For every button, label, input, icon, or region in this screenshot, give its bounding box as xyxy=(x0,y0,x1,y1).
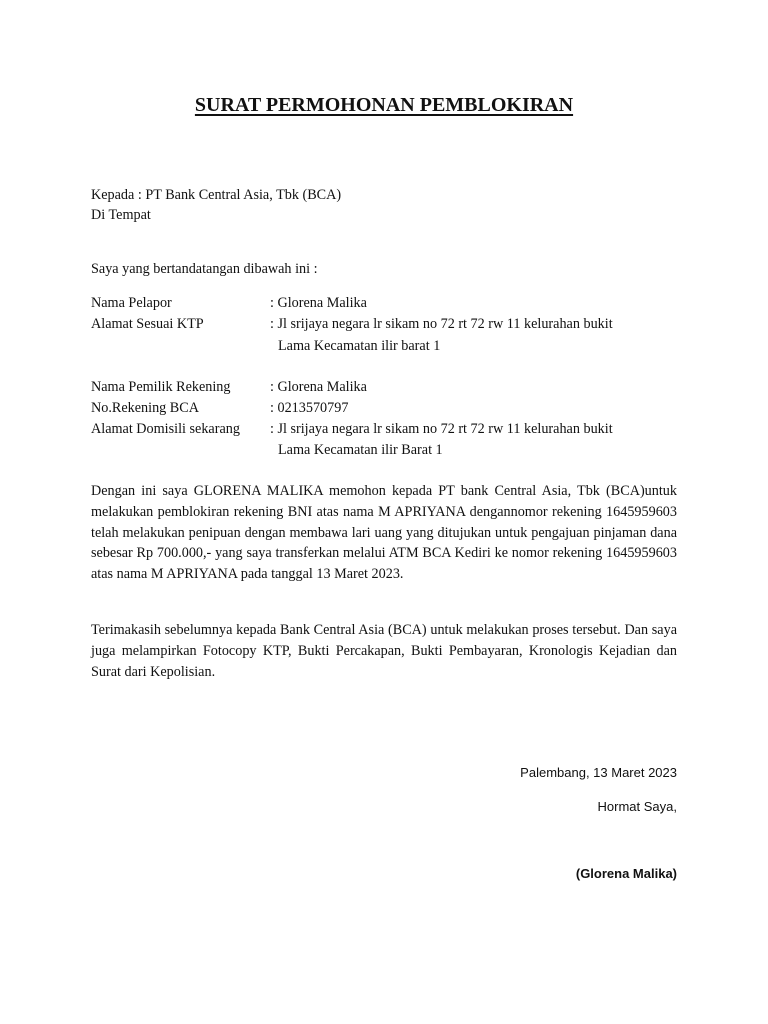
body-paragraph-1: Dengan ini saya GLORENA MALIKA memohon kepada PT bank Central Asia, Tbk (BCA)untuk melakukan pemblokiran rekening BNI atas nama M APRIYANA dengannomor rekening 1645959603 telah melakukan penipuan dengan membawa lari uang yang ditujukan untuk pengajuan pinjaman dana sebesar Rp 700.000,- yang saya transferkan melalui ATM BCA Kediri ke nomor rekening 1645959603 atas nama M APRIYANA pada tanggal 13 Maret 2023. xyxy=(91,483,677,583)
account-address-value: : Jl srijaya negara lr sikam no 72 rt 72 rw 11 kelurahan bukit xyxy=(270,421,613,437)
signature-name: (Glorena Malika) xyxy=(575,866,677,881)
intro-text: Saya yang bertandatangan dibawah ini : xyxy=(91,261,318,277)
reporter-address-value: : Jl srijaya negara lr sikam no 72 rt 72 rw 11 kelurahan bukit xyxy=(270,316,613,332)
account-number-value: : 0213570797 xyxy=(270,400,349,416)
body-paragraph-2: Terimakasih sebelumnya kepada Bank Central Asia (BCA) untuk melakukan proses tersebut. Dan saya juga melampirkan Fotocopy KTP, Bukti Percakapan, Bukti Pembayaran, Kronologis Kejadian dan Surat dari Kepolisian. xyxy=(91,622,677,680)
closing-regards: Hormat Saya, xyxy=(597,799,677,814)
letter-title: SURAT PERMOHONAN PEMBLOKIRAN xyxy=(194,94,574,116)
reporter-name-value: : Glorena Malika xyxy=(270,295,367,311)
reporter-address-value-cont: Lama Kecamatan ilir barat 1 xyxy=(278,338,441,354)
reporter-name-label: Nama Pelapor xyxy=(91,295,172,311)
account-number-label: No.Rekening BCA xyxy=(91,400,199,416)
recipient-place: Di Tempat xyxy=(91,207,151,223)
account-address-label: Alamat Domisili sekarang xyxy=(91,421,240,437)
account-owner-value: : Glorena Malika xyxy=(270,379,367,395)
place-date: Palembang, 13 Maret 2023 xyxy=(520,765,677,780)
account-owner-label: Nama Pemilik Rekening xyxy=(91,379,231,395)
account-address-value-cont: Lama Kecamatan ilir Barat 1 xyxy=(278,442,443,458)
reporter-address-label: Alamat Sesuai KTP xyxy=(91,316,204,332)
recipient-line: Kepada : PT Bank Central Asia, Tbk (BCA) xyxy=(91,187,342,203)
